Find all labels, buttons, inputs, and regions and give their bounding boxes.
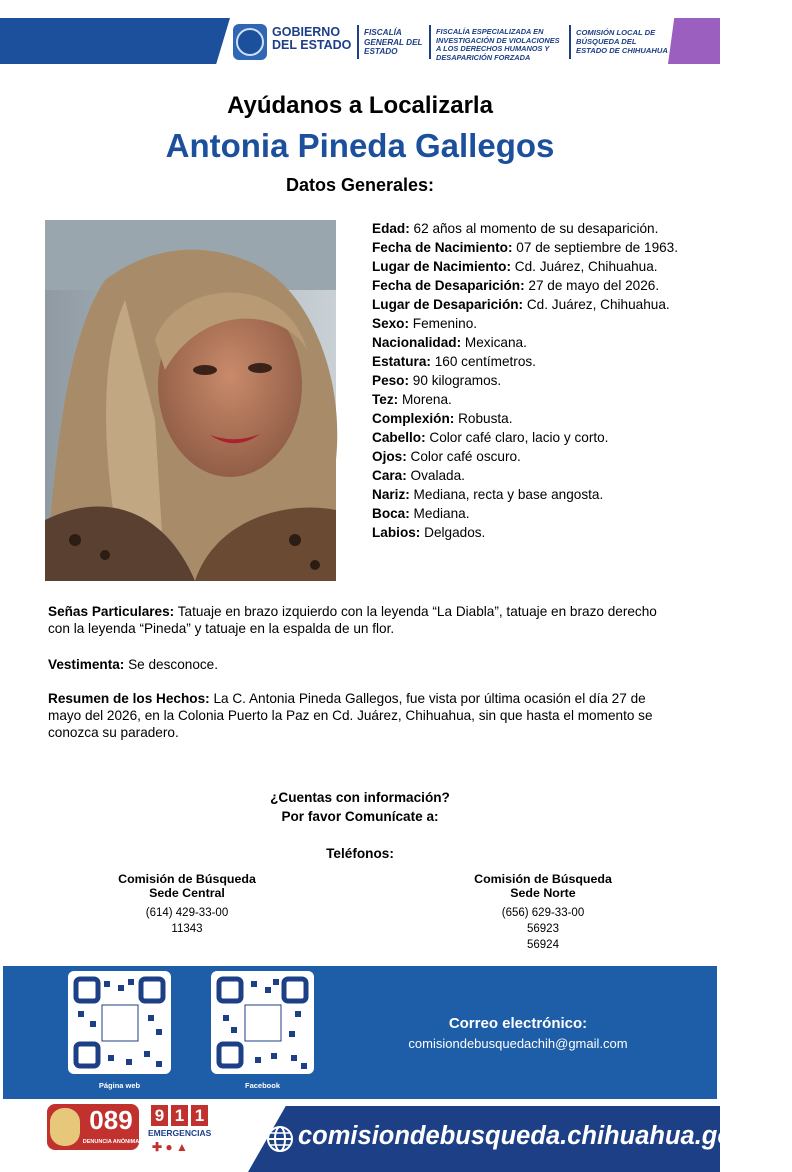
email-label: Correo electrónico:: [448, 1015, 588, 1032]
office-norte: Comisión de Búsqueda Sede Norte (656) 629-33-00 56923 56924: [443, 872, 643, 953]
senas-particulares: Señas Particulares: Tatuaje en brazo izquierdo con la leyenda “La Diabla”, tatuaje en brazo derecho con la leyenda “Pineda” y tatuaje en la espalda de un flor.: [48, 604, 657, 636]
detail-fecha-desaparicion: Fecha de Desaparición: 27 de mayo del 2026.: [372, 278, 660, 293]
detail-fecha-nacimiento: Fecha de Nacimiento: 07 de septiembre de 1963.: [372, 240, 679, 255]
fiscalia-especializada-text: FISCALÍA ESPECIALIZADA EN INVESTIGACIÓN DE VIOLACIONES A LOS DERECHOS HUMANOS Y DESAPARICIÓN FORZADA: [436, 27, 560, 62]
denuncia-label: DENUNCIA ANÓNIMA: [82, 1139, 140, 1145]
resumen-hechos: Resumen de los Hechos: La C. Antonia Pineda Gallegos, fue vista por última ocasión el día 27 de mayo del 2026, en la Colonia Puerto la Paz en Cd. Juárez, Chihuahua, sin que hasta el momento se conozca su paradero.: [48, 691, 653, 740]
header-purple-banner: [668, 18, 720, 64]
qr-web-label: Página web: [98, 1081, 141, 1090]
poster-title: Ayúdanos a Localizarla: [227, 92, 493, 119]
detail-ojos: Ojos: Color café oscuro.: [372, 449, 521, 464]
header-divider: [429, 25, 431, 59]
phone-norte[interactable]: (656) 629-33-00: [501, 907, 585, 919]
qr-code-web-icon[interactable]: [68, 971, 171, 1074]
contact-please: Por favor Comunícate a:: [281, 809, 439, 824]
header-divider: [357, 25, 359, 59]
vestimenta: Vestimenta: Se desconoce.: [48, 657, 219, 672]
gobierno-logo-text: GOBIERNO DEL ESTADO: [272, 25, 352, 52]
e911-digit: 9: [151, 1105, 168, 1126]
detail-complexion: Complexión: Robusta.: [372, 411, 513, 426]
detail-nacionalidad: Nacionalidad: Mexicana.: [372, 335, 527, 350]
website-url[interactable]: comisiondebusqueda.chihuahua.gob.mx: [298, 1122, 792, 1150]
qr-code-facebook-icon[interactable]: [211, 971, 314, 1074]
detail-peso: Peso: 90 kilogramos.: [372, 373, 502, 388]
detail-boca: Boca: Mediana.: [372, 506, 470, 521]
emergency-icons: ✚ ● ▲: [152, 1140, 188, 1154]
phone-central[interactable]: (614) 429-33-00: [145, 907, 229, 919]
office-central: Comisión de Búsqueda Sede Central (614) 429-33-00 11343: [87, 872, 287, 937]
phones-label: Teléfonos:: [326, 846, 394, 861]
extension-norte-2: 56924: [527, 939, 559, 951]
e911-digit: 1: [171, 1105, 188, 1126]
detail-labios: Labios: Delgados.: [372, 525, 486, 540]
detail-lugar-desaparicion: Lugar de Desaparición: Cd. Juárez, Chihuahua.: [372, 297, 670, 312]
detail-nariz: Nariz: Mediana, recta y base angosta.: [372, 487, 604, 502]
globe-icon: [266, 1125, 294, 1153]
shield-icon: [50, 1108, 80, 1146]
extension-central: 11343: [171, 923, 203, 935]
missing-person-name: Antonia Pineda Gallegos: [165, 127, 555, 164]
detail-tez: Tez: Morena.: [372, 392, 452, 407]
detail-sexo: Sexo: Femenino.: [372, 316, 478, 331]
qr-facebook-label: Facebook: [244, 1081, 280, 1090]
header-divider: [569, 25, 571, 59]
denuncia-number[interactable]: 089: [89, 1105, 133, 1135]
e911-digit: 1: [191, 1105, 208, 1126]
email-address[interactable]: comisiondebusquedachih@gmail.com: [408, 1036, 628, 1051]
emergencias-label: EMERGENCIAS: [148, 1128, 212, 1138]
detail-edad: Edad: 62 años al momento de su desaparición.: [372, 221, 659, 236]
general-data-list: [372, 219, 697, 542]
contact-question: ¿Cuentas con información?: [270, 790, 450, 805]
comision-logo-text: COMISIÓN LOCAL DE BÚSQUEDA DEL ESTADO DE CHIHUAHUA: [576, 28, 668, 55]
state-seal-icon: [233, 24, 267, 60]
missing-person-photo: [45, 220, 336, 581]
detail-estatura: Estatura: 160 centímetros.: [372, 354, 536, 369]
fiscalia-logo-text: FISCALÍA GENERAL DEL ESTADO: [364, 28, 423, 56]
detail-cabello: Cabello: Color café claro, lacio y corto.: [372, 430, 609, 445]
detail-cara: Cara: Ovalada.: [372, 468, 465, 483]
header-blue-banner: [0, 18, 230, 64]
extension-norte-1: 56923: [527, 923, 559, 935]
detail-lugar-nacimiento: Lugar de Nacimiento: Cd. Juárez, Chihuahua.: [372, 259, 658, 274]
section-title: Datos Generales:: [285, 175, 435, 195]
